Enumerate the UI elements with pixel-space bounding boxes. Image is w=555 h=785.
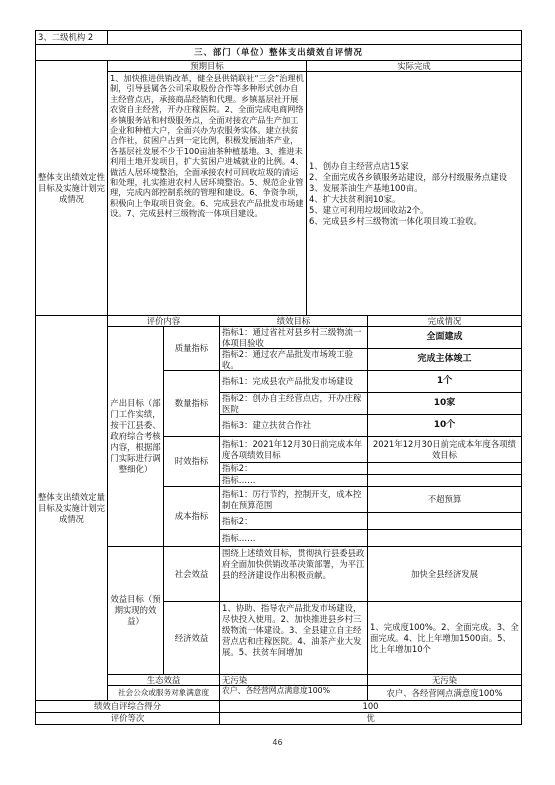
score-value: 100 <box>220 701 522 713</box>
actual-line: 6、完成县乡村三级物流一体化项目竣工验收。 <box>309 215 482 226</box>
secondary-org-value <box>108 31 522 45</box>
qualitative-actual-list <box>309 161 507 227</box>
quality-target-1: 指标1：通过省社对县乡村三级物流一体项目验收 <box>220 327 368 349</box>
quantity-target-3: 指标3：建立扶贫合作社 <box>220 415 368 437</box>
cost-done-3 <box>368 530 522 547</box>
actual-line: 2、全面完成各乡镇服务站建设，部分村级服务点建设 <box>309 171 507 182</box>
social-target: 围绕上述绩效目标，贯彻执行县委县政府全面加快供销改革决策部署，为平江县的经济建设作出积极贡献。 <box>220 547 368 602</box>
quantity-target-2: 指标2：创办自主经营点店，开办庄稼医院 <box>220 393 368 415</box>
time-done-3 <box>368 475 522 487</box>
social-done: 加快全县经济发展 <box>368 547 522 602</box>
satisfaction-target: 农户、各经营网点满意度100% <box>220 686 368 701</box>
output-target-label: 产出目标（部门工作实绩，按干江县委、政府综合考核内容，根据部门实际进行调整细化） <box>108 327 164 547</box>
time-done-2 <box>368 463 522 475</box>
qualitative-label: 整体支出绩效定性目标及实施计划完成情况 <box>36 61 108 316</box>
economic-target: 1、协助、指导农产品批发市场建设，尽快投入使用。2、加快推进县乡村三级物流一体建设。3、全县建立自主经营点店和庄稼医院。4、油茶产业大发展。5、扶贫车间增加 <box>220 602 368 675</box>
eco-done: 无污染 <box>368 675 522 686</box>
quantity-target-1: 指标1：完成县农产品批发市场建设 <box>220 371 368 393</box>
qualitative-target-text: 1、加快推进供销改革，健全县供销联社“三会”治理机制，引导县属各公司采取股份合作等多种形式创办自主经营点店，承接商品经销和代理。乡镇基层社开展农资自主经营，开办庄稼医院。2、全面完成电商网络乡镇服务站和村级服务点，全面对接农产品生产加工企业和种植大户，全面兴办为农服务实体。建立扶贫合作社，贫困户占到一定比例，积极发展油茶产业，各基层社发展不少于100亩油茶种植基地。3、推进未利用土地开发项目，扩大贫困户进城就业的比例。4、做活人居环境整治，全面承接农村可回收垃圾的清运和处理，扎实推进农村人居环境整治。5、规范企业管理，完成内部控制系统的管理和建设。6、争资争项，积极向上争取项目资金。6、完成县农产品批发市场建设。7、完成县村三级物流一体项目建设。 <box>108 72 307 316</box>
cost-target-1: 指标1：厉行节约，控制开支，成本控制在预算范围 <box>220 487 368 513</box>
page-number: 46 <box>272 738 283 747</box>
quant-head-done: 完成情况 <box>368 316 522 327</box>
quantity-done-3: 10个 <box>368 415 522 437</box>
social-label: 社会效益 <box>164 547 220 602</box>
section-title: 三、部门（单位）整体支出绩效自评情况 <box>36 45 522 61</box>
time-target-3: 指标…… <box>220 475 368 487</box>
actual-line: 4、扩大扶贫利润10家。 <box>309 193 401 204</box>
cost-target-2: 指标2： <box>220 513 368 530</box>
cost-label: 成本指标 <box>164 487 220 547</box>
cost-target-3: 指标…… <box>220 530 368 547</box>
score-label: 绩效自评综合得分 <box>36 701 220 713</box>
economic-label: 经济效益 <box>164 602 220 675</box>
quant-head-target: 绩效目标 <box>220 316 368 327</box>
grade-label: 评价等次 <box>36 713 220 725</box>
secondary-org-label: 3、二级机构 2 <box>36 31 108 45</box>
time-target-1: 指标1：2021年12月30日前完成本年度各项绩效目标 <box>220 437 368 463</box>
qualitative-head-target: 预期目标 <box>108 61 307 72</box>
time-done-1: 2021年12月30日前完成本年度各项绩效目标 <box>368 437 522 463</box>
quality-target-2: 指标2：通过农产品批发市场竣工验收。 <box>220 349 368 371</box>
eco-label: 生态效益 <box>108 675 220 686</box>
satisfaction-label: 社会公众或服务对象满意度 <box>108 686 220 701</box>
quant-label: 整体支出绩效定量目标及实施计划完成情况 <box>36 316 108 701</box>
quality-label: 质量指标 <box>164 327 220 371</box>
time-label: 时效指标 <box>164 437 220 487</box>
quality-done-1: 全面建成 <box>368 327 522 349</box>
qualitative-head-actual: 实际完成 <box>307 61 522 72</box>
quantity-done-1: 1个 <box>368 371 522 393</box>
economic-done: 1、完成度100%。2、全面完成。3、全面完成。4、比上年增加1500亩。5、比上年增加10个 <box>368 602 522 675</box>
actual-line: 3、发展茶油生产基地100亩。 <box>309 182 423 193</box>
actual-line: 1、创办自主经营点店15家 <box>309 160 409 171</box>
quant-head-content: 评价内容 <box>108 316 220 327</box>
time-target-2: 指标2： <box>220 463 368 475</box>
evaluation-table <box>35 30 522 725</box>
qualitative-actual-cell <box>307 72 522 316</box>
quality-done-2: 完成主体竣工 <box>368 349 522 371</box>
cost-done-1: 不超预算 <box>368 487 522 513</box>
quantity-done-2: 10家 <box>368 393 522 415</box>
cost-done-2 <box>368 513 522 530</box>
quantity-label: 数量指标 <box>164 371 220 437</box>
eco-target: 无污染 <box>220 675 368 686</box>
benefit-target-label: 效益目标（预期实现的效益） <box>108 547 164 675</box>
actual-line: 5、建立可利用垃圾回收站2个。 <box>309 204 429 215</box>
satisfaction-done: 农户、各经营网点满意度100% <box>368 686 522 701</box>
grade-value: 优 <box>220 713 522 725</box>
